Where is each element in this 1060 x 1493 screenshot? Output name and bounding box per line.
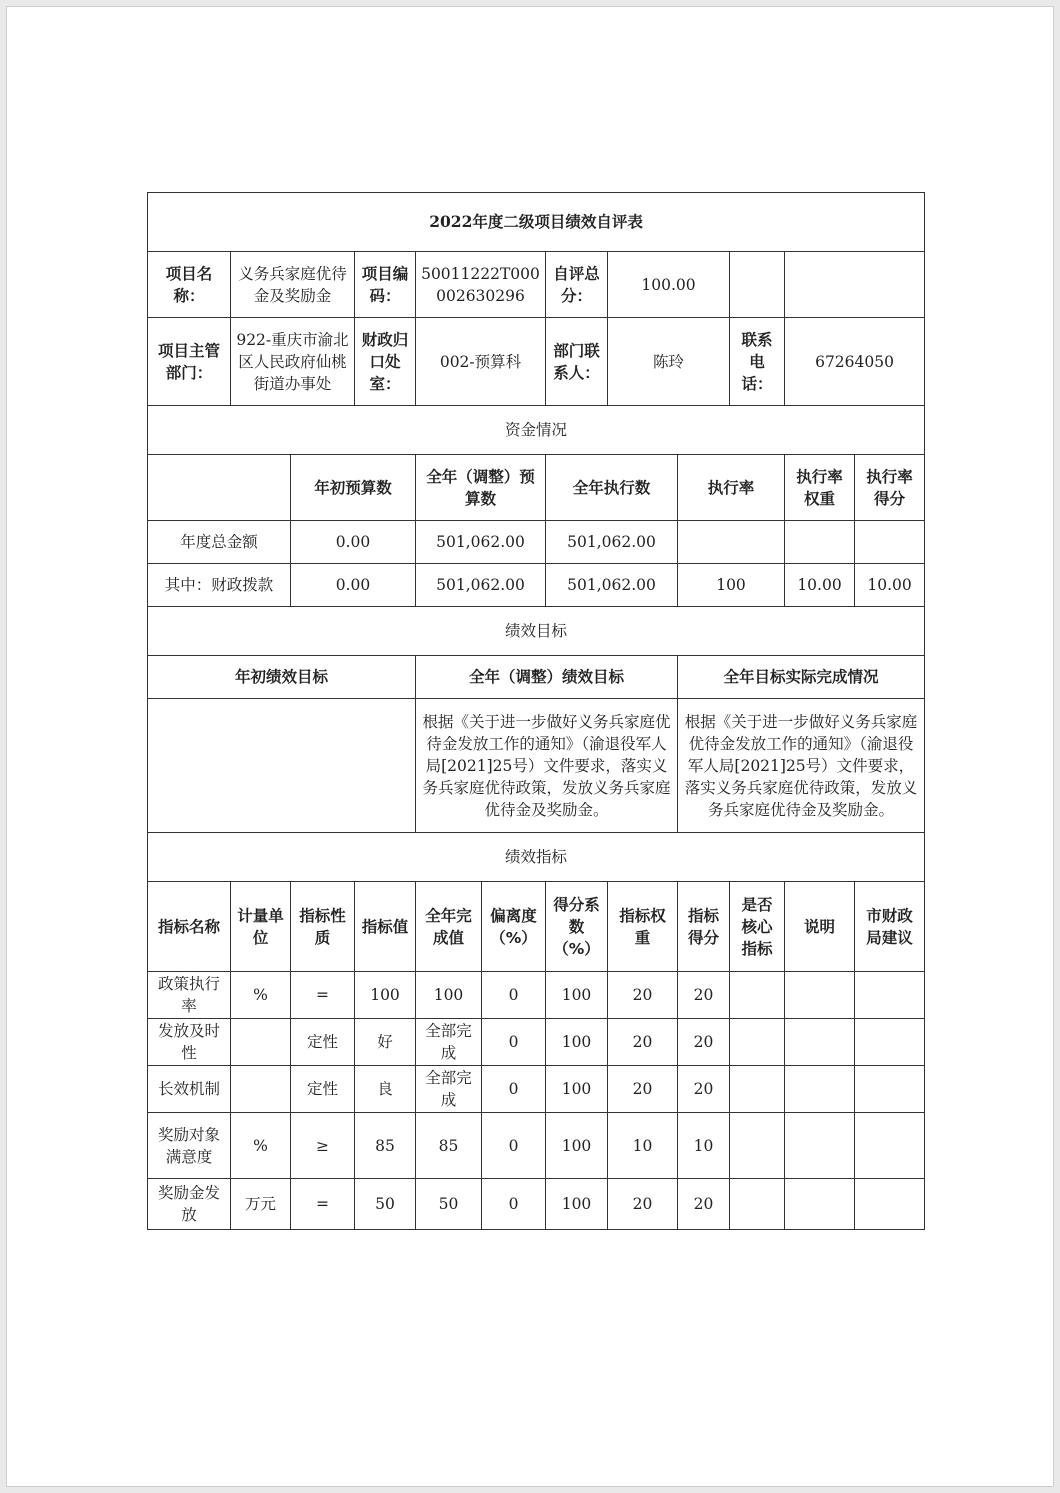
project-code-label: 项目编码： — [355, 252, 416, 318]
table-row — [148, 564, 925, 607]
funds-header: 执行率 — [678, 455, 785, 521]
indicator-header: 偏离度（%） — [482, 882, 546, 972]
funds-header-blank — [148, 455, 291, 521]
table-row — [148, 1179, 925, 1230]
indicator-cell — [855, 1179, 925, 1230]
indicator-cell: 0 — [482, 1066, 546, 1113]
indicator-cell — [785, 1019, 855, 1066]
project-name-label: 项目名称： — [148, 252, 231, 318]
indicator-cell: 100 — [416, 972, 482, 1019]
indicator-cell — [231, 1019, 291, 1066]
indicator-header: 指标名称 — [148, 882, 231, 972]
goal-initial — [148, 699, 416, 833]
indicator-cell — [855, 972, 925, 1019]
funds-header: 执行率权重 — [785, 455, 855, 521]
goals-header: 年初绩效目标 — [148, 656, 416, 699]
goals-header: 全年（调整）绩效目标 — [416, 656, 678, 699]
indicator-cell — [730, 1179, 785, 1230]
indicator-cell — [730, 1113, 785, 1179]
indicator-cell — [855, 1019, 925, 1066]
indicator-cell: 20 — [678, 1019, 730, 1066]
indicator-cell — [855, 1113, 925, 1179]
indicator-cell: 100 — [546, 1113, 608, 1179]
finance-label: 财政归口处室： — [355, 318, 416, 406]
indicator-cell — [730, 972, 785, 1019]
indicator-cell: 20 — [608, 1066, 678, 1113]
indicator-header: 指标得分 — [678, 882, 730, 972]
indicator-cell — [785, 1066, 855, 1113]
indicator-header: 计量单位 — [231, 882, 291, 972]
funds-cell: 0.00 — [291, 564, 416, 607]
score-label: 自评总分： — [546, 252, 608, 318]
indicator-cell: = — [291, 1179, 355, 1230]
indicator-cell: = — [291, 972, 355, 1019]
contact-value: 陈玲 — [608, 318, 730, 406]
indicator-cell: 0 — [482, 1179, 546, 1230]
indicator-cell: 定性 — [291, 1019, 355, 1066]
dept-value: 922-重庆市渝北区人民政府仙桃街道办事处 — [231, 318, 355, 406]
funds-cell: 10.00 — [855, 564, 925, 607]
funds-row-label: 其中：财政拨款 — [148, 564, 291, 607]
goals-header: 全年目标实际完成情况 — [678, 656, 925, 699]
indicator-cell: 良 — [355, 1066, 416, 1113]
indicator-cell: 100 — [546, 1179, 608, 1230]
funds-cell: 10.00 — [785, 564, 855, 607]
project-name: 义务兵家庭优待金及奖励金 — [231, 252, 355, 318]
indicator-cell: 10 — [678, 1113, 730, 1179]
document-page — [6, 6, 1054, 1487]
indicator-cell: 20 — [608, 1179, 678, 1230]
funds-header: 全年执行数 — [546, 455, 678, 521]
empty-cell — [730, 252, 785, 318]
indicator-cell: 20 — [678, 1066, 730, 1113]
table-row — [148, 1019, 925, 1066]
funds-cell: 501,062.00 — [546, 564, 678, 607]
indicator-cell: ≥ — [291, 1113, 355, 1179]
indicator-cell: 长效机制 — [148, 1066, 231, 1113]
indicator-cell: 奖励对象满意度 — [148, 1113, 231, 1179]
indicator-cell: 100 — [546, 1019, 608, 1066]
indicator-cell: 85 — [416, 1113, 482, 1179]
funds-cell — [855, 521, 925, 564]
indicator-cell: 定性 — [291, 1066, 355, 1113]
indicator-cell — [231, 1066, 291, 1113]
indicator-header: 说明 — [785, 882, 855, 972]
indicator-header: 市财政局建议 — [855, 882, 925, 972]
indicator-cell: 0 — [482, 1113, 546, 1179]
funds-header: 年初预算数 — [291, 455, 416, 521]
indicator-cell: 好 — [355, 1019, 416, 1066]
indicator-cell: 0 — [482, 972, 546, 1019]
indicator-cell — [785, 1113, 855, 1179]
funds-cell — [678, 521, 785, 564]
self-evaluation-table — [147, 192, 925, 1230]
form-title: 2022年度二级项目绩效自评表 — [148, 193, 925, 252]
table-row — [148, 521, 925, 564]
indicator-header: 指标权重 — [608, 882, 678, 972]
finance-value: 002-预算科 — [416, 318, 546, 406]
indicator-header: 是否核心指标 — [730, 882, 785, 972]
indicator-cell: 100 — [546, 1066, 608, 1113]
goal-adjusted: 根据《关于进一步做好义务兵家庭优待金发放工作的通知》（渝退役军人局[2021]25号）文件要求，落实义务兵家庭优待政策，发放义务兵家庭优待金及奖励金。 — [416, 699, 678, 833]
indicator-header: 指标性质 — [291, 882, 355, 972]
indicator-cell: % — [231, 1113, 291, 1179]
indicator-cell — [785, 1179, 855, 1230]
funds-cell: 100 — [678, 564, 785, 607]
indicator-cell: 85 — [355, 1113, 416, 1179]
contact-label: 部门联系人： — [546, 318, 608, 406]
indicator-cell — [785, 972, 855, 1019]
dept-label: 项目主管部门： — [148, 318, 231, 406]
indicator-cell: 100 — [546, 972, 608, 1019]
funds-cell: 501,062.00 — [416, 521, 546, 564]
funds-cell: 501,062.00 — [416, 564, 546, 607]
funds-cell: 501,062.00 — [546, 521, 678, 564]
funds-header: 执行率得分 — [855, 455, 925, 521]
phone-value: 67264050 — [785, 318, 925, 406]
table-row — [148, 1113, 925, 1179]
indicator-cell: 100 — [355, 972, 416, 1019]
goals-section-title: 绩效目标 — [148, 607, 925, 656]
empty-cell — [785, 252, 925, 318]
indicator-cell: 奖励金发放 — [148, 1179, 231, 1230]
indicator-cell: 20 — [608, 972, 678, 1019]
goal-actual: 根据《关于进一步做好义务兵家庭优待金发放工作的通知》（渝退役军人局[2021]25号）文件要求，落实义务兵家庭优待政策，发放义务兵家庭优待金及奖励金。 — [678, 699, 925, 833]
table-row — [148, 972, 925, 1019]
indicator-header: 得分系数（%） — [546, 882, 608, 972]
table-row — [148, 1066, 925, 1113]
indicator-cell: 20 — [678, 972, 730, 1019]
indicator-cell: 20 — [608, 1019, 678, 1066]
indicator-header: 指标值 — [355, 882, 416, 972]
indicator-cell: % — [231, 972, 291, 1019]
indicator-cell: 50 — [416, 1179, 482, 1230]
funds-section-title: 资金情况 — [148, 406, 925, 455]
indicators-section-title: 绩效指标 — [148, 833, 925, 882]
indicator-cell: 政策执行率 — [148, 972, 231, 1019]
funds-header: 全年（调整）预算数 — [416, 455, 546, 521]
indicator-cell: 万元 — [231, 1179, 291, 1230]
funds-cell — [785, 521, 855, 564]
indicator-cell — [730, 1019, 785, 1066]
indicator-header: 全年完成值 — [416, 882, 482, 972]
indicator-cell: 20 — [678, 1179, 730, 1230]
indicator-cell: 0 — [482, 1019, 546, 1066]
indicator-cell: 发放及时性 — [148, 1019, 231, 1066]
indicator-cell: 全部完成 — [416, 1066, 482, 1113]
indicator-cell: 全部完成 — [416, 1019, 482, 1066]
indicator-cell: 10 — [608, 1113, 678, 1179]
indicator-cell — [855, 1066, 925, 1113]
project-code: 50011222T000002630296 — [416, 252, 546, 318]
indicator-cell — [730, 1066, 785, 1113]
indicator-cell: 50 — [355, 1179, 416, 1230]
funds-cell: 0.00 — [291, 521, 416, 564]
score-value: 100.00 — [608, 252, 730, 318]
funds-row-label: 年度总金额 — [148, 521, 291, 564]
phone-label: 联系电话： — [730, 318, 785, 406]
